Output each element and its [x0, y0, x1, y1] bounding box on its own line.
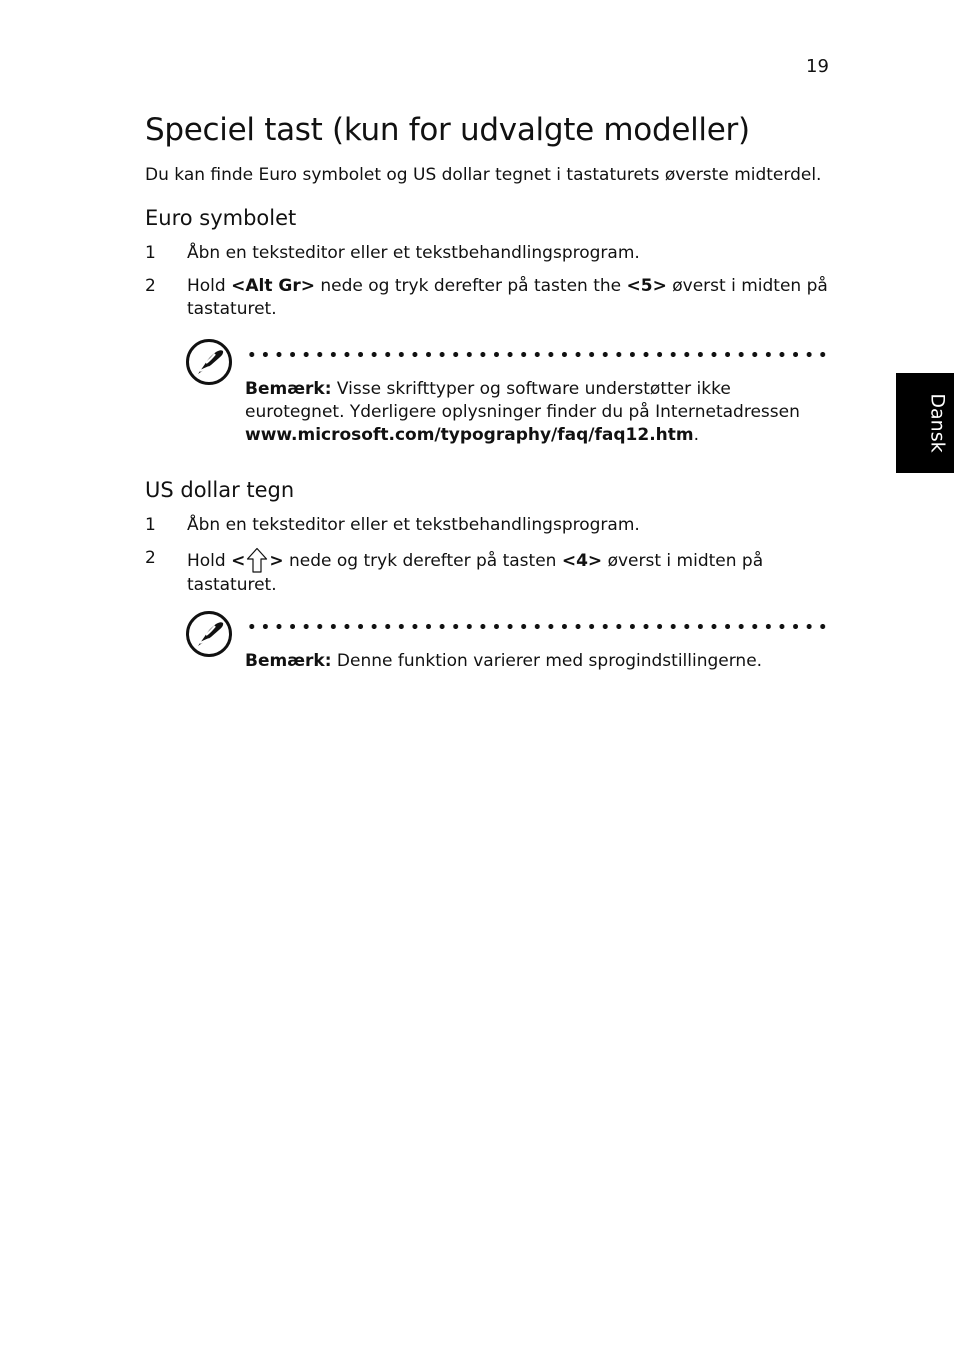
step-text: Hold <Alt Gr> nede og tryk derefter på tasten the <5> øverst i midten på tastaturet.: [187, 276, 828, 319]
language-side-tab: [896, 373, 954, 473]
intro-paragraph: Du kan finde Euro symbolet og US dollar tegnet i tastaturets øverste midterdel.: [145, 165, 822, 185]
side-tab-label: Dansk: [926, 393, 949, 453]
step-item: [145, 514, 835, 537]
step-item: [145, 547, 835, 597]
step-number: 2: [145, 548, 156, 568]
note-divider: [245, 624, 831, 629]
step-item: [145, 275, 835, 321]
note-pen-icon: [185, 610, 233, 658]
section-heading-euro: Euro symbolet: [145, 206, 297, 230]
note-text: Bemærk: Denne funktion varierer med sprogindstillingerne.: [245, 651, 763, 671]
page-number: 19: [806, 56, 829, 77]
step-text: Hold < > nede og tryk derefter på tasten <4> øverst i midten på tastaturet.: [187, 547, 835, 597]
key-alt-gr: <Alt Gr>: [231, 276, 315, 296]
page-title: Speciel tast (kun for udvalgte modeller): [145, 112, 750, 148]
note-box: [185, 338, 835, 458]
step-text: Åbn en teksteditor eller et tekstbehandlingsprogram.: [187, 243, 640, 263]
note-pen-icon: [185, 338, 233, 386]
step-number: 1: [145, 515, 156, 535]
step-number: 1: [145, 243, 156, 263]
note-label: Bemærk:: [245, 651, 332, 671]
note-text: Bemærk: Visse skrifttyper og software understøtter ikke eurotegnet. Yderligere oplysninger finder du på Internetadressen www.microsoft.com/typography/faq/faq12.htm.: [245, 379, 800, 445]
step-text: Åbn en teksteditor eller et tekstbehandlingsprogram.: [187, 515, 640, 535]
note-url: www.microsoft.com/typography/faq/faq12.htm: [245, 425, 694, 445]
step-item: [145, 242, 835, 265]
note-label: Bemærk:: [245, 379, 332, 399]
note-divider: [245, 352, 831, 357]
section-heading-dollar: US dollar tegn: [145, 478, 295, 502]
step-number: 2: [145, 276, 156, 296]
key-4: <4>: [561, 551, 603, 571]
key-5: <5>: [626, 276, 667, 296]
note-box: [185, 610, 835, 690]
shift-arrow-icon: [246, 547, 268, 574]
